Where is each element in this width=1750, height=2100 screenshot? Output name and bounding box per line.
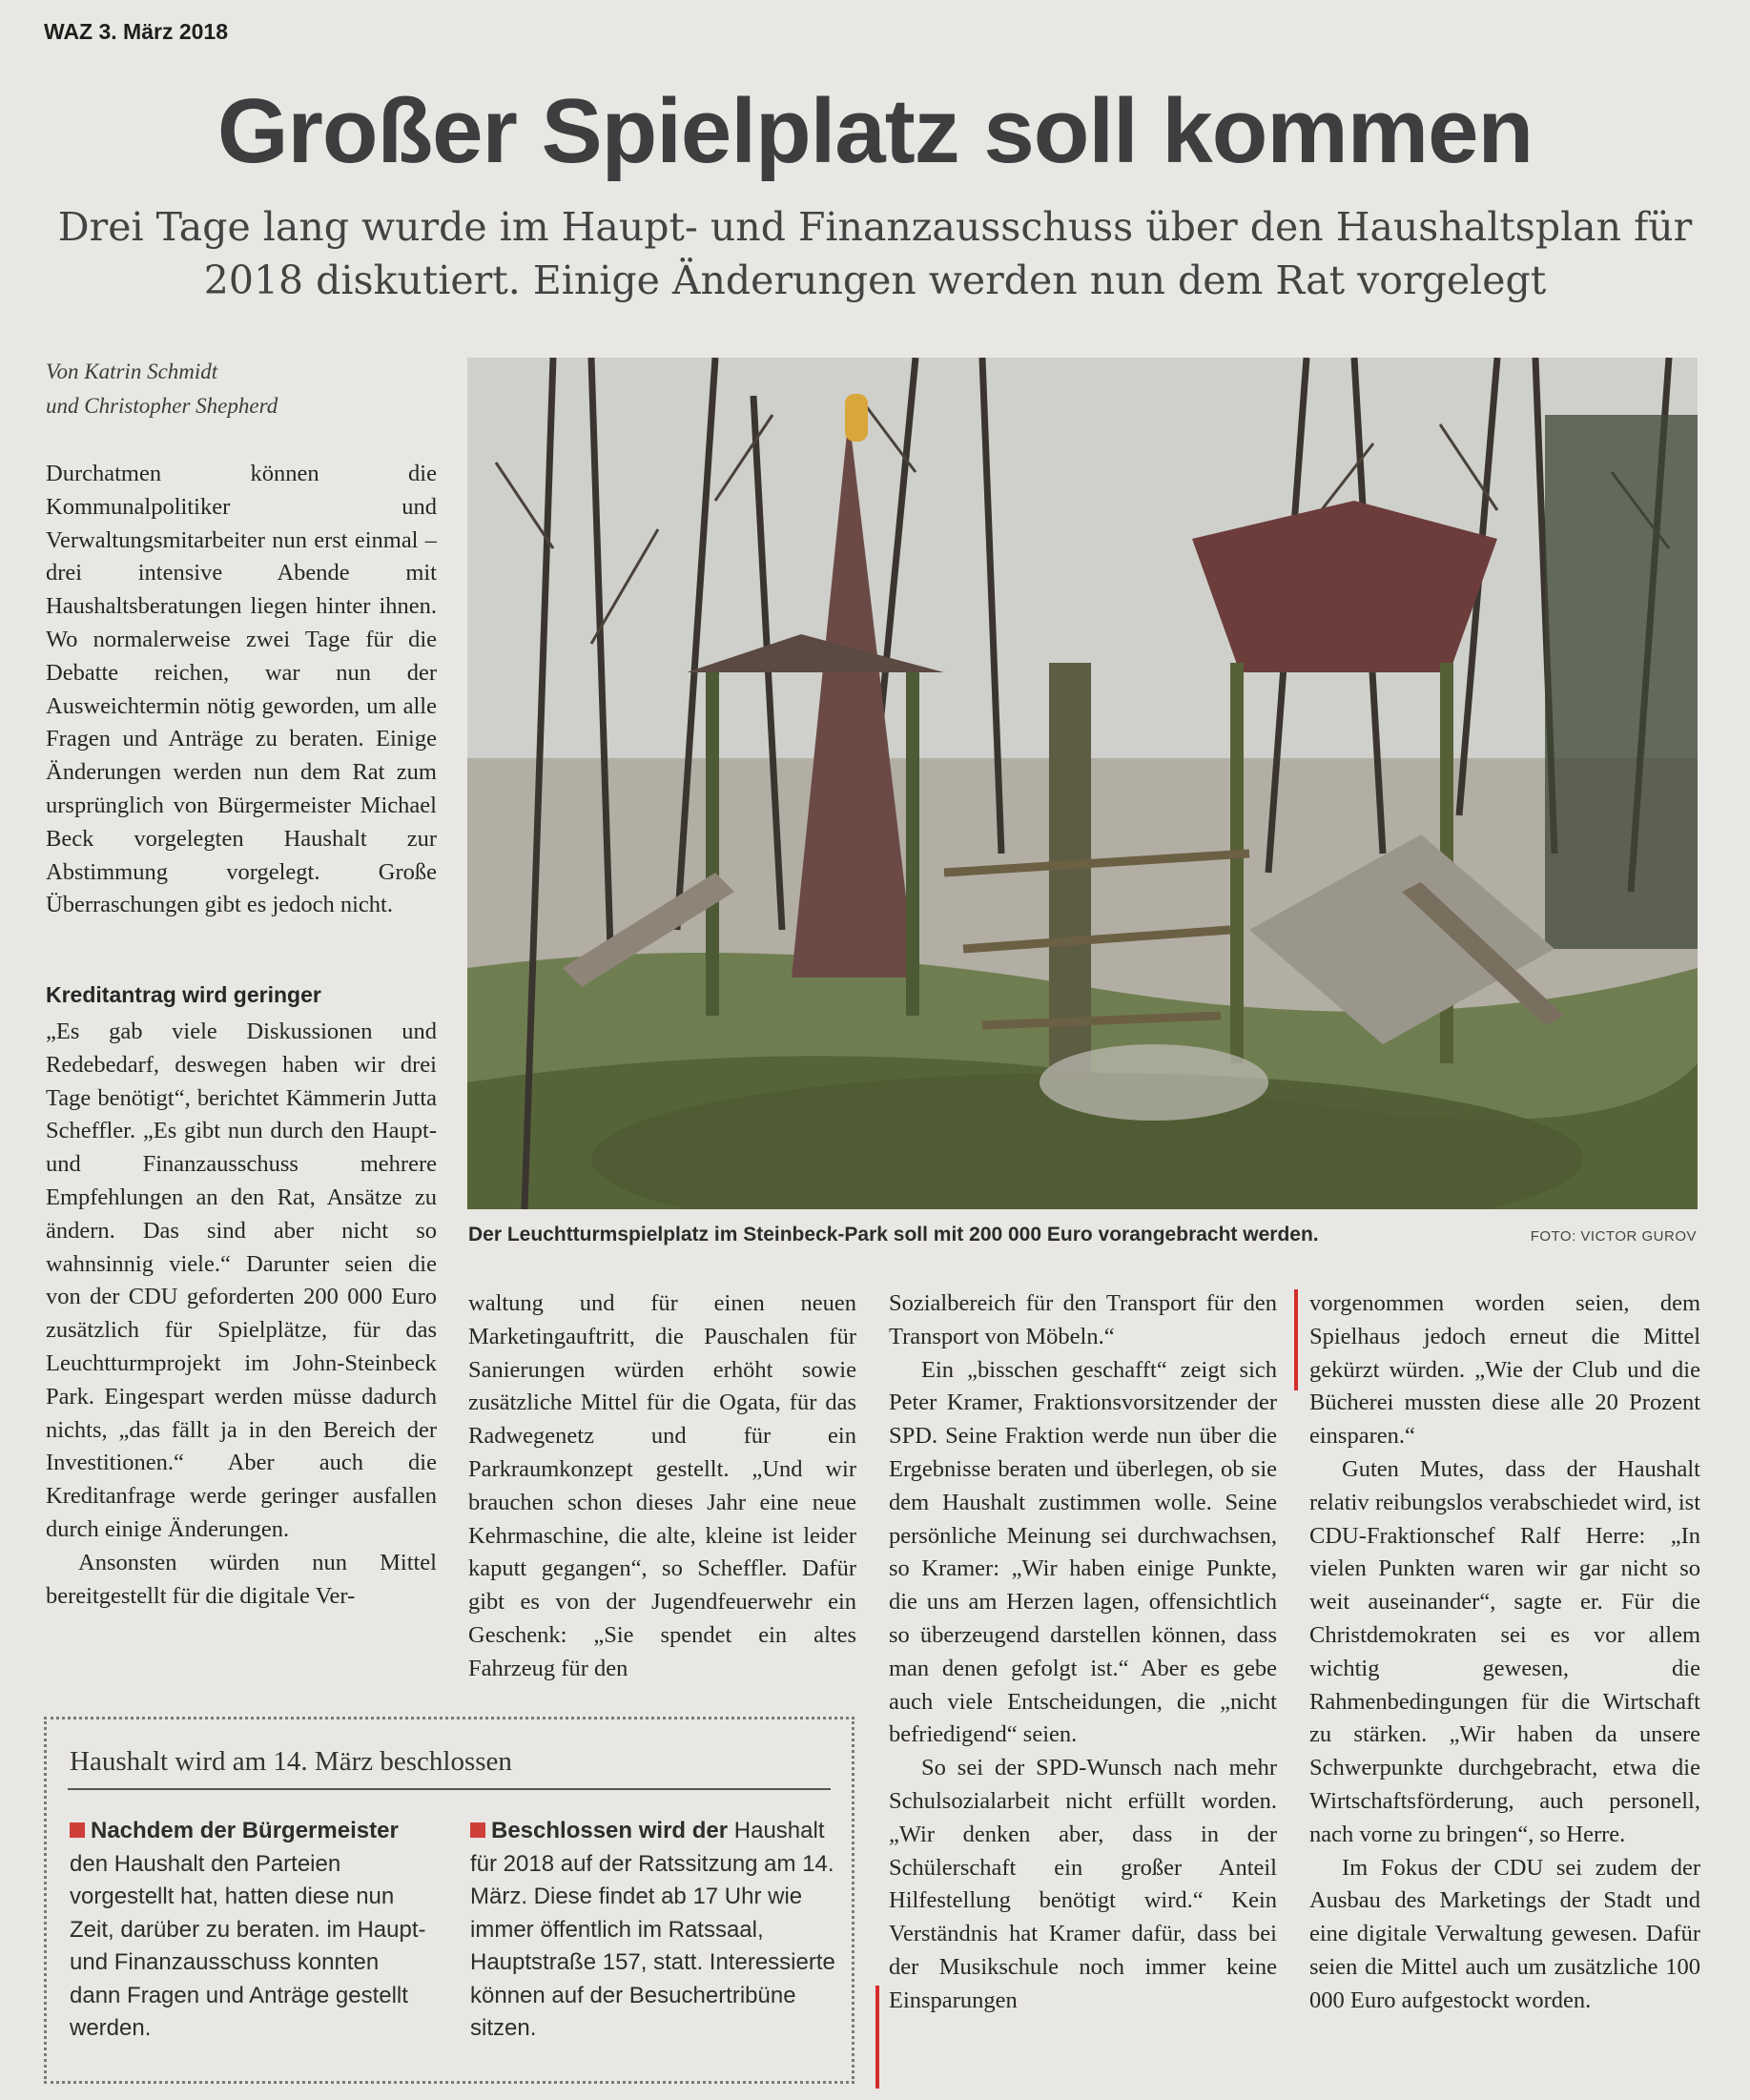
paragraph-6: Ein „bisschen geschafft“ zeigt sich Peter Kramer, Fraktionsvorsitzender der SPD. Seine Fraktion werde nun über die Ergebnisse beraten und überlegen, ob sie dem Haushalt zustimmen wolle. Seine persönliche Meinung sei durchwachsen, so Kramer: „Wir haben einige Punkte, die uns am Herzen lagen, offensichtlich so überzeugend darstellen können, dass man denen gefolgt ist.“ Aber es gebe auch viele Entscheidungen, die „nicht befriedigend“ seien. — [889, 1356, 1277, 1748]
paragraph-1: Durchatmen können die Kommunalpolitiker und Verwaltungsmitarbeiter nun erst einmal – drei intensive Abende mit Haushaltsberatungen liegen hinter ihnen. Wo normalerweise zwei Tage für die Debatte reichen, war nun der Ausweichtermin nötig geworden, um alle Fragen und Anträge zu beraten. Einige Änderungen werden nun dem Rat zum ursprünglich von Bürgermeister Michael Beck vorgelegten Haushalt zur Abstimmung vorgelegt. Große Überraschungen gibt es jedoch nicht. — [46, 461, 437, 918]
paragraph-3: Ansonsten würden nun Mittel bereitgestellt für die digitale Ver- — [46, 1549, 437, 1609]
byline-line-2: und Christopher Shepherd — [46, 394, 278, 418]
column-1-top — [46, 458, 437, 922]
byline — [46, 355, 278, 423]
info-box-title: Haushalt wird am 14. März beschlossen — [70, 1746, 512, 1777]
info-box-rule — [68, 1788, 831, 1790]
column-1-bottom — [46, 1016, 437, 1613]
bullet-square-icon — [70, 1822, 85, 1838]
paragraph-5: Sozialbereich für den Transport für den Transport von Möbeln.“ — [889, 1290, 1277, 1349]
playground-illustration — [467, 358, 1698, 1209]
info-left-lead: Nachdem der Bürgermeister — [91, 1818, 399, 1843]
highlight-mark-bottom — [875, 1986, 879, 2089]
paragraph-10: Im Fokus der CDU sei zudem der Ausbau des Marketings der Stadt und eine digitale Verwaltung gewesen. Dafür seien die Mittel auch um zusätzliche 100 000 Euro aufgestockt worden. — [1309, 1854, 1700, 2013]
info-box-right — [470, 1815, 836, 2046]
playground-photo — [467, 358, 1698, 1209]
highlight-mark-top — [1294, 1289, 1298, 1390]
paragraph-7: So sei der SPD-Wunsch nach mehr Schulsozialarbeit nicht erfüllt worden. „Wir denken aber, dass in der Schülerschaft ein großer Anteil Hilfestellung benötigt wird.“ Kein Verständnis hat Kramer dafür, dass bei der Musikschule noch immer keine Einsparungen — [889, 1755, 1277, 2013]
info-right-text: Haushalt für 2018 auf der Ratssitzung am 14. März. Diese findet ab 17 Uhr wie immer öffentlich im Ratssaal, Hauptstraße 157, statt. Interessierte können auf der Besuchertribüne sitzen. — [470, 1818, 835, 2041]
byline-line-1: Von Katrin Schmidt — [46, 360, 218, 383]
info-box — [44, 1717, 854, 2084]
headline: Großer Spielplatz soll kommen — [216, 80, 1534, 182]
subhead: Drei Tage lang wurde im Haupt- und Finanzausschuss über den Haushaltsplan für 2018 diskutiert. Einige Änderungen werden nun dem Rat vorgelegt — [57, 204, 1693, 303]
photo-caption: Der Leuchtturmspielplatz im Steinbeck-Park soll mit 200 000 Euro vorangebracht werden. — [468, 1224, 1319, 1246]
info-right-lead: Beschlossen wird der — [491, 1818, 729, 1843]
column-2 — [468, 1287, 856, 1686]
paragraph-2: „Es gab viele Diskussionen und Redebedarf, deswegen haben wir drei Tage benötigt“, berichtet Kämmerin Jutta Scheffler. „Es gibt nun durch den Haupt- und Finanzausschuss mehrere Empfehlungen an den Rat, Ansätze zu ändern. Das sind aber nicht so wahnsinnig viele.“ Darunter seien die von der CDU geforderten 200 000 Euro zusätzlich für Spielplätze, für das Leuchtturmprojekt im John-Steinbeck Park. Eingespart werden müsse dadurch nichts, „das fällt ja in den Bereich der Investitionen.“ Aber auch die Kreditanfrage werde geringer ausfallen durch einige Änderungen. — [46, 1019, 437, 1542]
photo-credit: FOTO: VICTOR GUROV — [1530, 1228, 1697, 1245]
paragraph-8: vorgenommen worden seien, dem Spielhaus jedoch erneut die Mittel gekürzt würden. „Wie der Club und die Bücherei mussten diese alle 20 Prozent einsparen.“ — [1309, 1290, 1700, 1450]
info-left-text: den Haushalt den Parteien vorgestellt hat, hatten diese nun Zeit, darüber zu beraten. im Haupt- und Finanzausschuss konnten dann Fragen und Anträge gestellt werden. — [70, 1850, 426, 2041]
column-4 — [1309, 1287, 1700, 2018]
source-line: WAZ 3. März 2018 — [44, 19, 229, 44]
paragraph-4: waltung und für einen neuen Marketingauftritt, die Pauschalen für Sanierungen würden erhöht sowie zusätzliche Mittel für die Ogata, für das Radwegenetz und für ein Parkraumkonzept gestellt. „Und wir brauchen schon dieses Jahr eine neue Kehrmaschine, die alte, kleine ist leider kaputt gegangen“, so Scheffler. Dafür gibt es von der Jugendfeuerwehr ein Geschenk: „Sie spendet ein altes Fahrzeug für den — [468, 1290, 856, 1681]
bullet-square-icon — [470, 1822, 485, 1838]
section-subtitle: Kreditantrag wird geringer — [46, 982, 321, 1007]
info-box-left — [70, 1815, 436, 2046]
paragraph-9: Guten Mutes, dass der Haushalt relativ reibungslos verabschiedet wird, ist CDU-Fraktionschef Ralf Herre: „In vielen Punkten waren wir gar nicht so weit auseinander“, sagte er. Für die Christdemokraten sei es vor allem wichtig gewesen, die Rahmenbedingungen für die Wirtschaft zu stärken. „Wir haben da unsere Schwerpunkte durchgebracht, etwa die Wirtschaftsförderung, auch personell, nach vorne zu bringen“, so Herre. — [1309, 1455, 1700, 1847]
column-3 — [889, 1287, 1277, 2018]
